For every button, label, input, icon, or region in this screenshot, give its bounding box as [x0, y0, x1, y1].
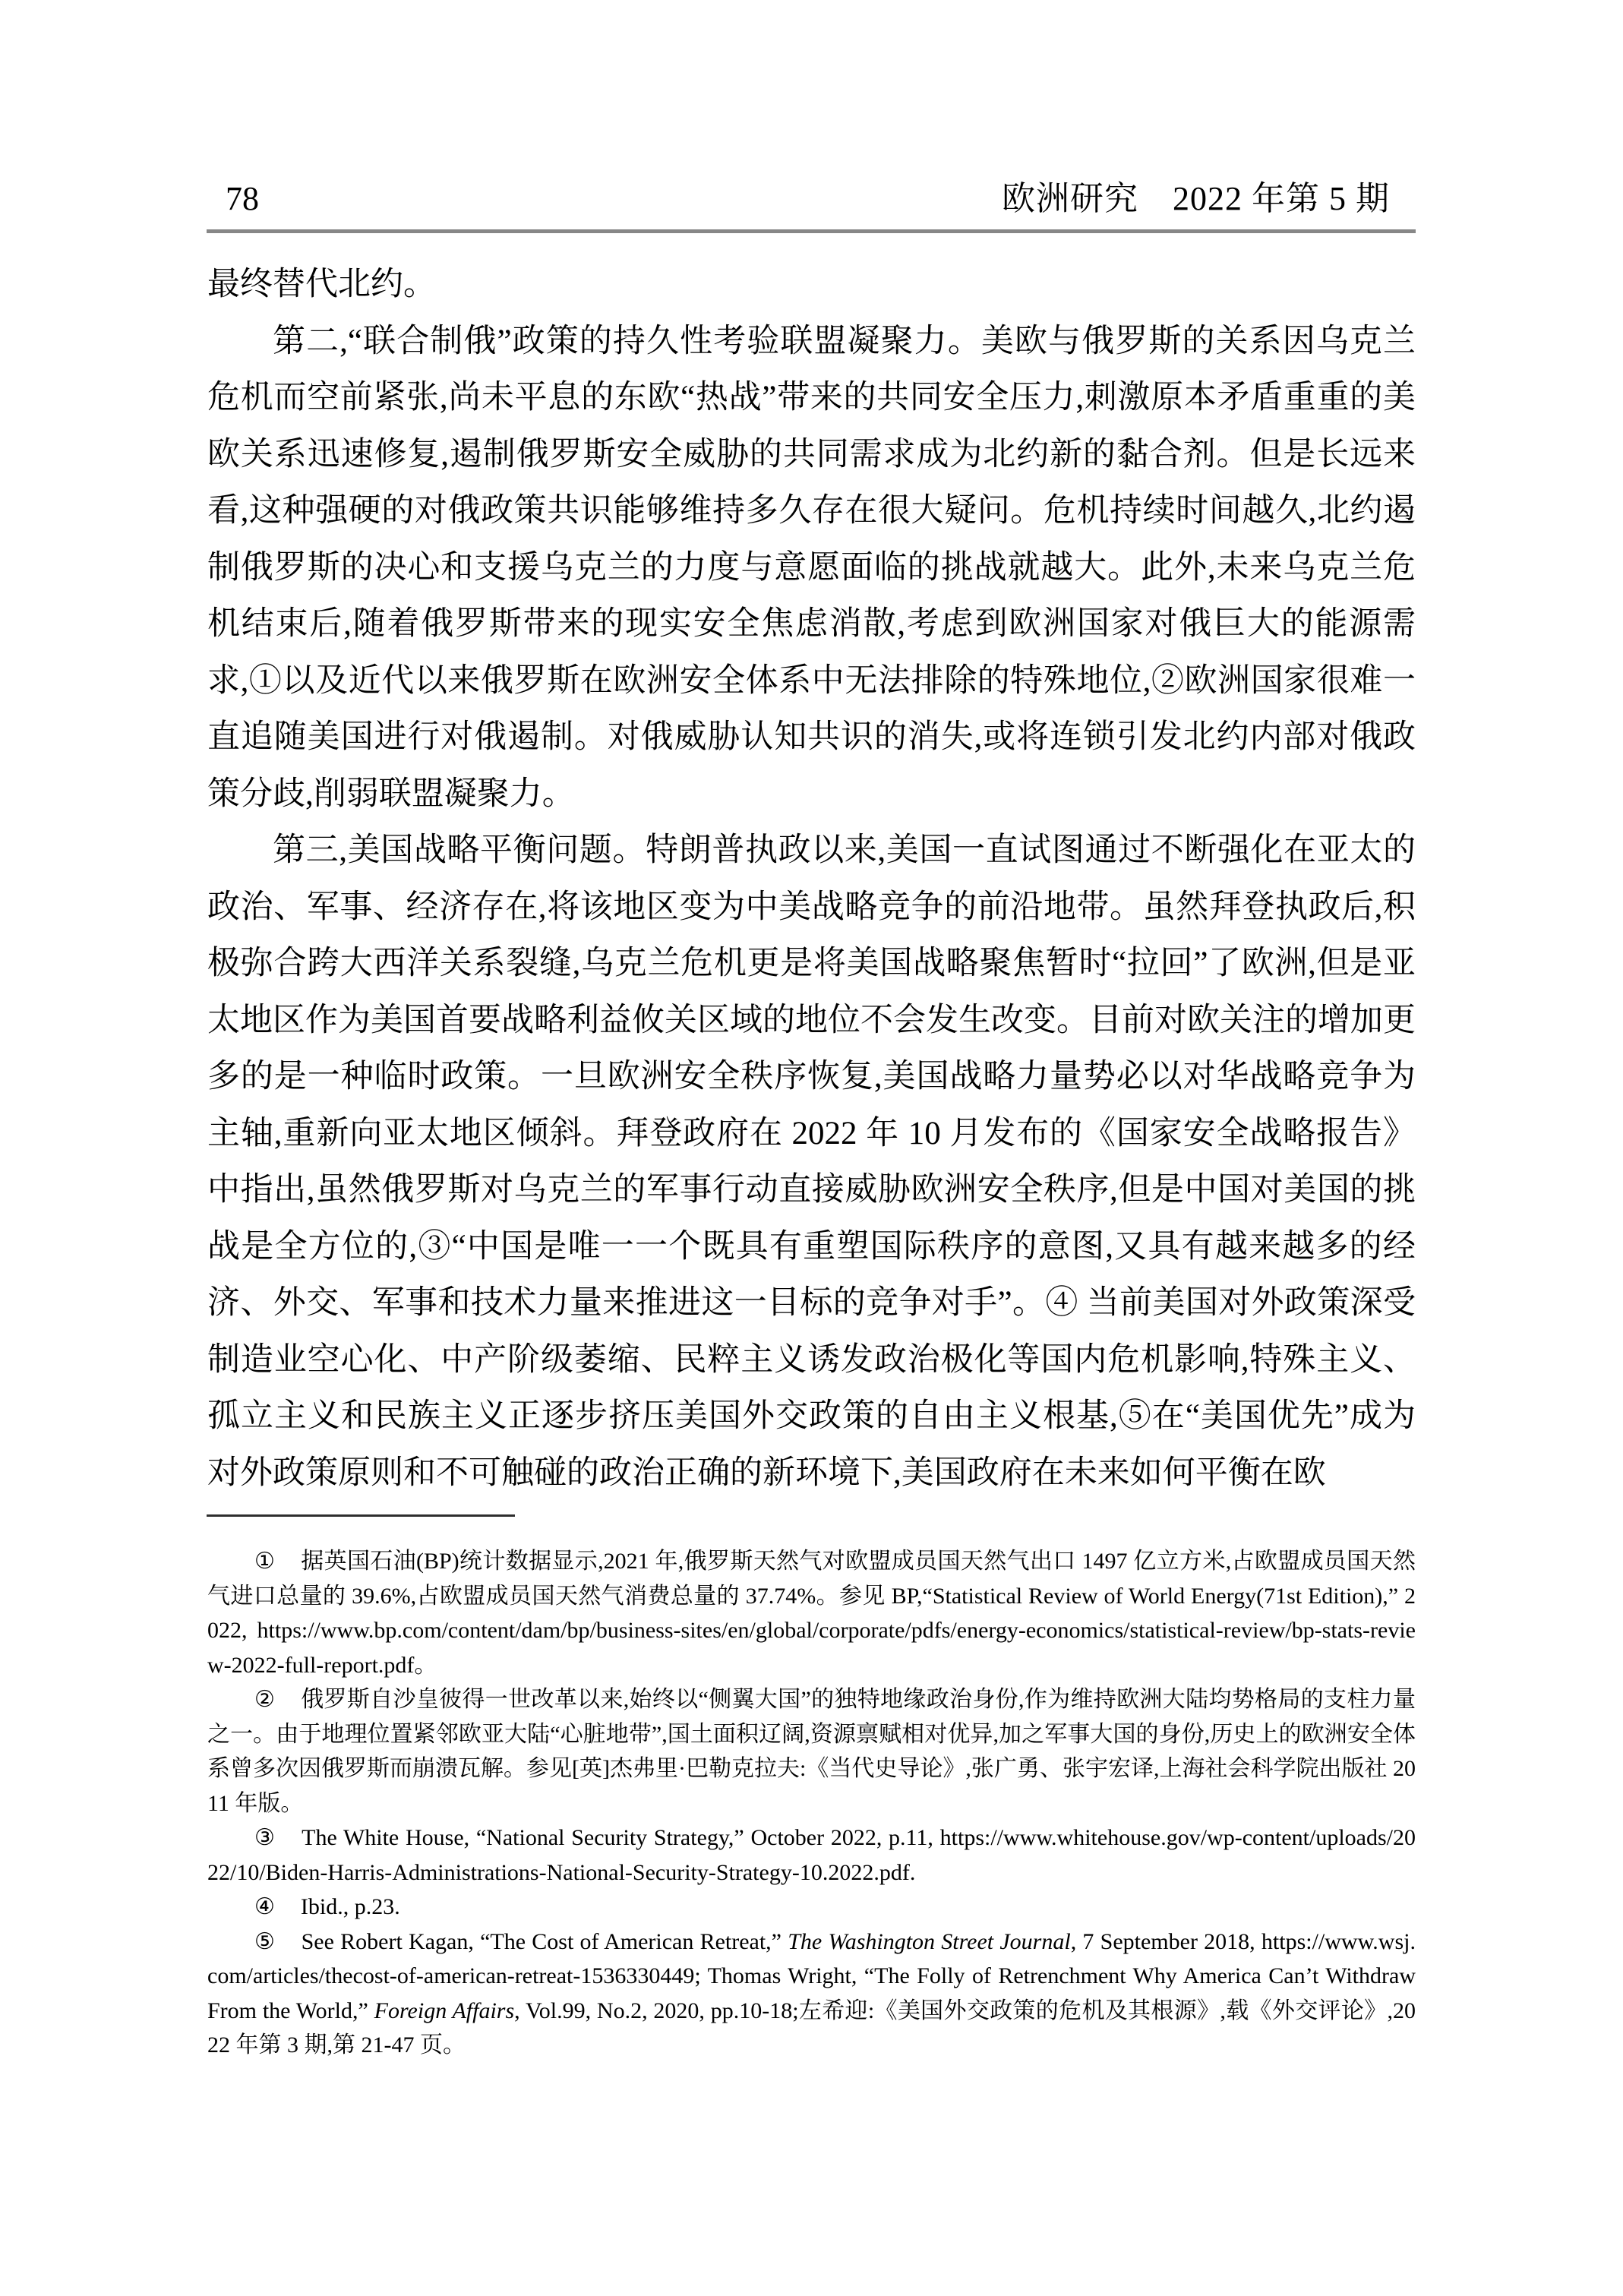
footnote-text-italic: The Washington Street Journal [788, 1928, 1071, 1954]
footnote-text: , Vol.99, No.2, 2020, pp.10-18;左希迎:《美国外交政策的危机及其根源》,载《外交评论》,2022 年第 3 期,第 21-47 页。 [207, 1998, 1416, 2058]
footnote-marker: ⑤ [254, 1928, 276, 1954]
footnote-text: 俄罗斯自沙皇彼得一世改革以来,始终以“侧翼大国”的独特地缘政治身份,作为维持欧洲大陆均势格局的支柱力量之一。由于地理位置紧邻欧亚大陆“心脏地带”,国土面积辽阔,资源禀赋相对优异,加之军事大国的身份,历史上的欧洲安全体系曾多次因俄罗斯而崩溃瓦解。参见[英]杰弗里·巴勒克拉夫:《当代史导论》,张广勇、张宇宏译,上海社会科学院出版社 2011 年版。 [207, 1687, 1416, 1816]
footnote-marker: ③ [254, 1825, 276, 1850]
footnote-item [207, 1890, 1416, 1925]
footnote-text: See Robert Kagan, “The Cost of American Retreat,” [301, 1928, 788, 1954]
footnote-item [207, 1821, 1416, 1890]
paragraph: 最终替代北约。 [207, 267, 436, 302]
footnote-text: The White House, “National Security Strategy,” October 2022, p.11, https://www.whitehouse.gov/wp-content/uploads/2022/10/Biden-Harris-Administrations-National-Security-Strategy-10.2022.pdf. [207, 1825, 1416, 1885]
footnote-item [207, 1682, 1416, 1821]
page-header [207, 182, 1416, 216]
footnote-marker: ① [254, 1549, 276, 1574]
header-rule [207, 229, 1416, 233]
footnote-text: 据英国石油(BP)统计数据显示,2021 年,俄罗斯天然气对欧盟成员国天然气出口 1497 亿立方米,占欧盟成员国天然气进口总量的 39.6%,占欧盟成员国天然气消费总量的 37.74%。参见 BP,“Statistical Review of World Energy(71st Edition),” 2022, https://www.bp.com/content/dam/bp/business-sites/en/global/corporate/pdfs/energy-economics/statistical-review/bp-stats-review-2022-full-report.pdf。 [207, 1549, 1416, 1678]
footnote-marker: ④ [254, 1894, 275, 1919]
footnote-text: Ibid., p.23. [300, 1894, 400, 1919]
page-number: 78 [226, 180, 259, 217]
footnote-item [207, 1925, 1416, 2063]
journal-title: 欧洲研究 2022 年第 5 期 [1002, 180, 1390, 217]
footnote-text-italic: Foreign Affairs [374, 1998, 515, 2023]
body-text [207, 257, 1416, 1502]
paragraph: 第二,“联合制俄”政策的持久性考验联盟凝聚力。美欧与俄罗斯的关系因乌克兰危机而空前紧张,尚未平息的东欧“热战”带来的共同安全压力,刺激原本矛盾重重的美欧关系迅速修复,遏制俄罗斯安全威胁的共同需求成为北约新的黏合剂。但是长远来看,这种强硬的对俄政策共识能够维持多久存在很大疑问。危机持续时间越久,北约遏制俄罗斯的决心和支援乌克兰的力度与意愿面临的挑战就越大。此外,未来乌克兰危机结束后,随着俄罗斯带来的现实安全焦虑消散,考虑到欧洲国家对俄巨大的能源需求,①以及近代以来俄罗斯在欧洲安全体系中无法排除的特殊地位,②欧洲国家很难一直追随美国进行对俄遏制。对俄威胁认知共识的消失,或将连锁引发北约内部对俄政策分歧,削弱联盟凝聚力。 [207, 323, 1416, 812]
footnote-text: , 7 September 2018, https://www.wsj.com/articles/thecost-of-american-retreat-1536330449; Thomas Wright, “The Folly of Retrenchment Why America Can’t Withdraw From the World,” [207, 1928, 1416, 2023]
footnote-separator [207, 1514, 515, 1517]
footnote-item [207, 1544, 1416, 1682]
paragraph: 第三,美国战略平衡问题。特朗普执政以来,美国一直试图通过不断强化在亚太的政治、军事、经济存在,将该地区变为中美战略竞争的前沿地带。虽然拜登执政后,积极弥合跨大西洋关系裂缝,乌克兰危机更是将美国战略聚焦暂时“拉回”了欧洲,但是亚太地区作为美国首要战略利益攸关区域的地位不会发生改变。目前对欧关注的增加更多的是一种临时政策。一旦欧洲安全秩序恢复,美国战略力量势必以对华战略竞争为主轴,重新向亚太地区倾斜。拜登政府在 2022 年 10 月发布的《国家安全战略报告》中指出,虽然俄罗斯对乌克兰的军事行动直接威胁欧洲安全秩序,但是中国对美国的挑战是全方位的,③“中国是唯一一个既具有重塑国际秩序的意图,又具有越来越多的经济、外交、军事和技术力量来推进这一目标的竞争对手”。④ 当前美国对外政策深受制造业空心化、中产阶级萎缩、民粹主义诱发政治极化等国内危机影响,特殊主义、孤立主义和民族主义正逐步挤压美国外交政策的自由主义根基,⑤在“美国优先”成为对外政策原则和不可触碰的政治正确的新环境下,美国政府在未来如何平衡在欧 [207, 832, 1416, 1491]
footnote-list [207, 1544, 1416, 2063]
footnote-marker: ② [254, 1687, 276, 1712]
